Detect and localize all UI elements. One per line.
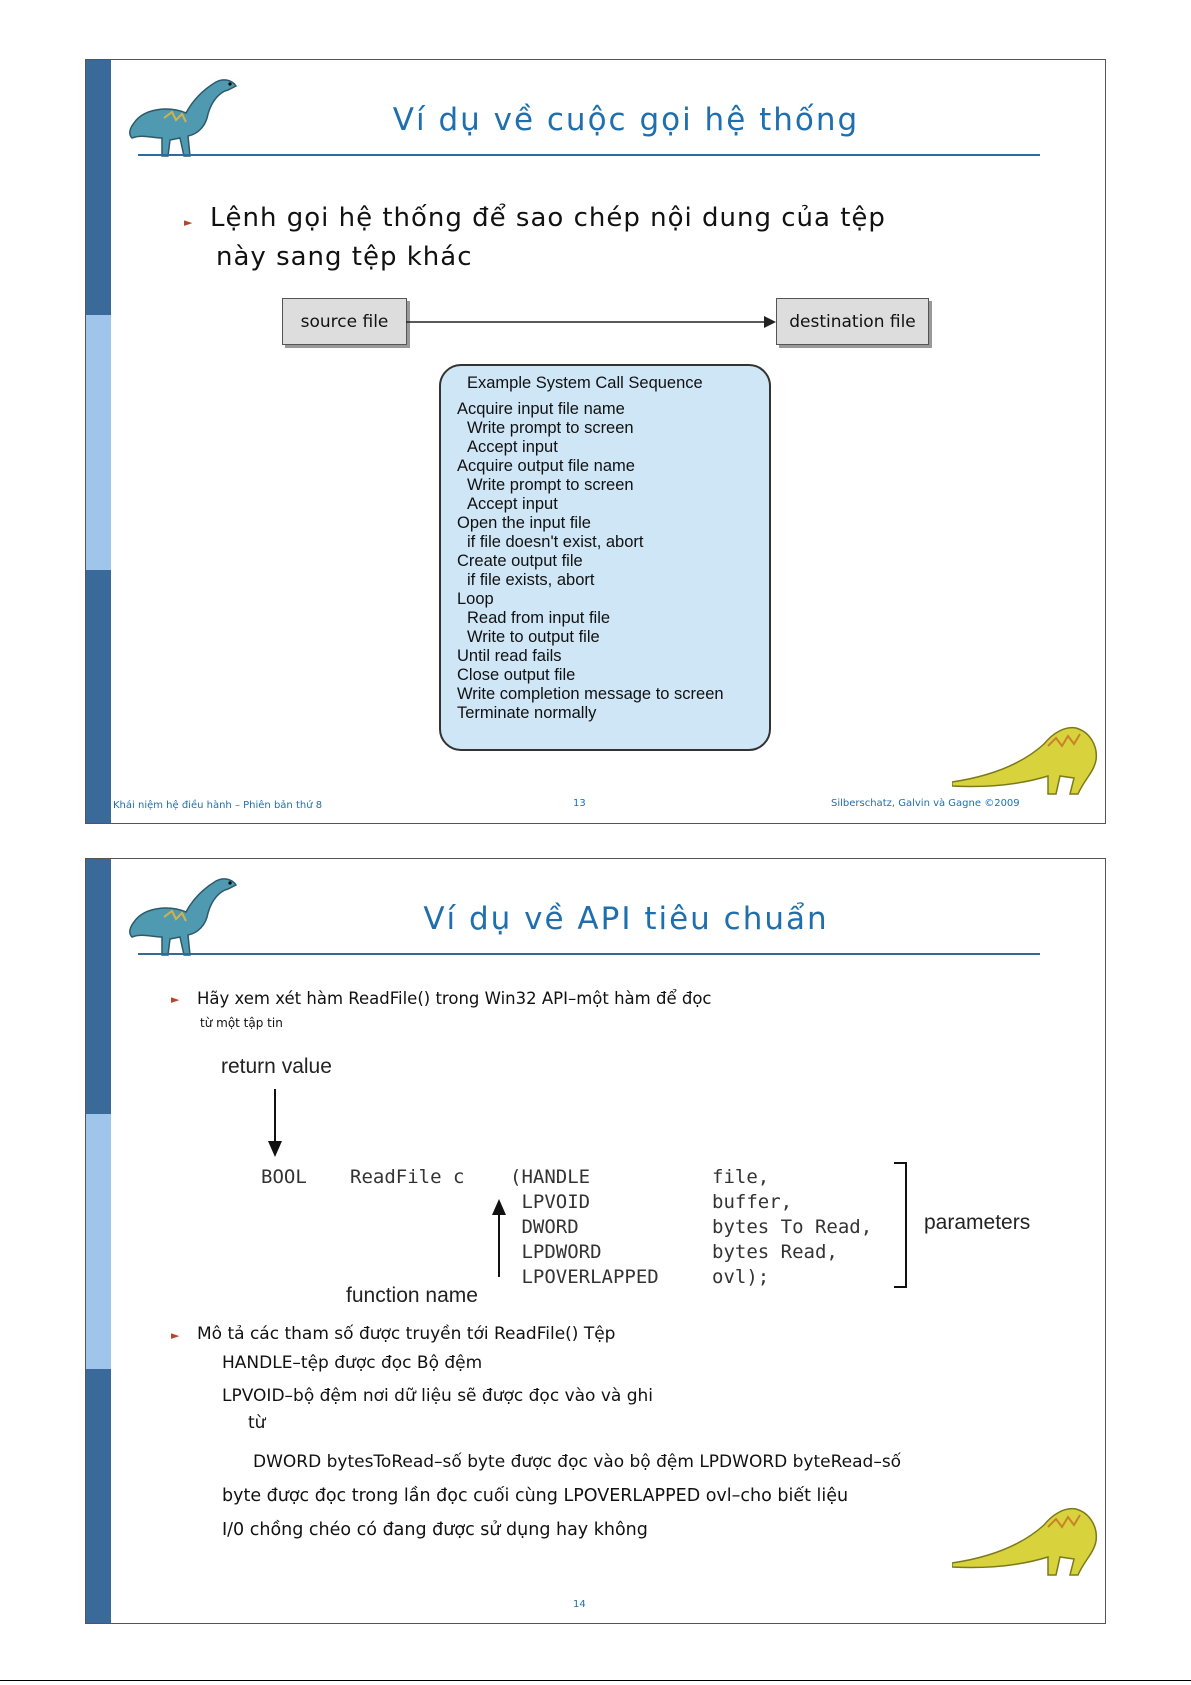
bullet-text-line1: Lệnh gọi hệ thống để sao chép nội dung của tệp [210,203,886,233]
slide-title: Ví dụ về cuộc gọi hệ thống [392,102,860,138]
param-type: (HANDLE [510,1166,591,1188]
bullet1-line2: từ một tập tin [200,1016,283,1030]
footer-page-number: 14 [573,1599,586,1610]
bullet2-line: I/0 chồng chéo có đang được sử dụng hay không [222,1520,648,1540]
bullet2-line: byte được đọc trong lần đọc cuối cùng LPOVERLAPPED ovl–cho biết liệu [222,1486,849,1506]
function-name-label: function name [346,1284,478,1307]
param-type: LPOVERLAPPED [510,1266,659,1288]
sequence-line: Close output file [457,666,576,684]
param-name: file, [712,1166,770,1188]
dinosaur-corner-icon [952,1495,1102,1585]
bullet2-line: LPVOID–bộ đệm nơi dữ liệu sẽ được đọc vào và ghi [222,1386,654,1406]
sequence-line: if file exists, abort [467,571,595,589]
sequence-line: Write prompt to screen [467,476,634,494]
sequence-line: if file doesn't exist, abort [467,533,644,551]
bullet-icon: ► [171,1329,180,1342]
sequence-line: Accept input [467,438,558,456]
param-type: LPDWORD [510,1241,602,1263]
param-name: bytes Read, [712,1241,838,1263]
sequence-line: Acquire input file name [457,400,625,418]
param-name: buffer, [712,1191,793,1213]
bullet2-line: từ [248,1413,266,1433]
param-name: ovl); [712,1266,770,1288]
bullet-text-line2: này sang tệp khác [216,242,473,272]
function-signature: ReadFile c [350,1166,465,1188]
parameters-label: parameters [924,1211,1031,1234]
page-bottom-rule [0,1680,1191,1681]
sequence-line: Acquire output file name [457,457,635,475]
param-type: DWORD [510,1216,579,1238]
title-rule [138,154,1040,156]
copy-arrow-icon [406,312,778,332]
footer-page-number: 13 [573,798,586,809]
function-name-arrow-icon [489,1199,509,1279]
sequence-line: Read from input file [467,609,611,627]
slide-sidebar [86,859,111,1623]
parameters-bracket-icon [892,1161,912,1289]
slide-13 [85,59,1106,824]
dinosaur-logo-icon [124,867,246,959]
dinosaur-corner-icon [952,714,1102,804]
sequence-line: Write prompt to screen [467,419,634,437]
bullet1-line1: Hãy xem xét hàm ReadFile() trong Win32 API–một hàm để đọc [197,989,712,1008]
return-arrow-icon [265,1089,285,1159]
slide-14 [85,858,1106,1624]
param-name: bytes To Read, [712,1216,873,1238]
bullet2-line1: Mô tả các tham số được truyền tới ReadFile() Tệp [197,1324,616,1344]
footer-authors: Silberschatz, Galvin và Gagne ©2009 [831,798,1020,809]
sequence-line: Loop [457,590,494,608]
bullet2-line: DWORD bytesToRead–số byte được đọc vào bộ đệm LPDWORD byteRead–số [253,1452,902,1472]
param-type: LPVOID [510,1191,591,1213]
bullet-icon: ► [184,216,193,229]
sequence-line: Accept input [467,495,558,513]
system-call-sequence-box [439,364,771,751]
bullet2-line: HANDLE–tệp được đọc Bộ đệm [222,1353,483,1373]
sequence-line: Create output file [457,552,583,570]
sequence-line: Write completion message to screen [457,685,724,703]
sequence-title: Example System Call Sequence [467,374,703,392]
sequence-line: Until read fails [457,647,562,665]
slide-sidebar [86,60,111,823]
sequence-line: Write to output file [467,628,600,646]
destination-file-box: destination file [776,298,929,345]
bullet-icon: ► [171,993,180,1006]
slide-title: Ví dụ về API tiêu chuẩn [423,901,829,937]
return-value-label: return value [221,1055,332,1078]
footer-course: Khái niệm hệ điều hành – Phiên bản thứ 8 [113,800,323,811]
source-file-box: source file [282,298,407,345]
return-type: BOOL [261,1166,307,1188]
dinosaur-logo-icon [124,68,246,160]
sequence-line: Open the input file [457,514,591,532]
title-rule [138,953,1040,955]
sequence-line: Terminate normally [457,704,597,722]
